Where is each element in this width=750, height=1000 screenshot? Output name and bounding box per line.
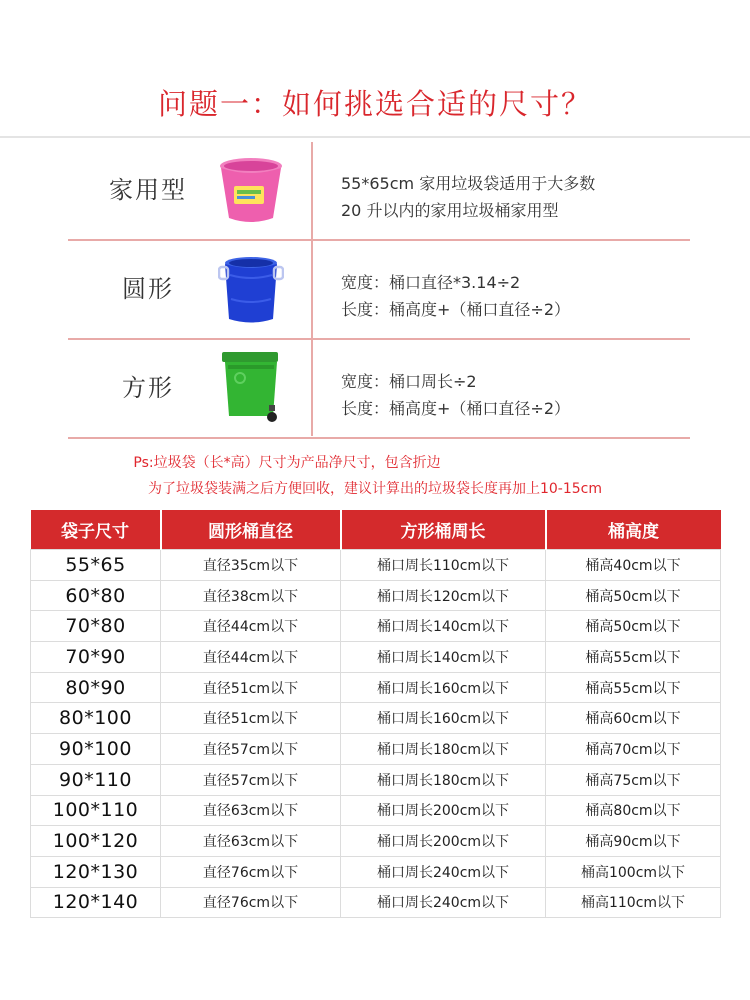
bucket-height-cell: 桶高110cm以下 [546, 887, 721, 918]
table-header-row [31, 510, 721, 550]
bucket-height-cell: 桶高60cm以下 [546, 703, 721, 734]
type-name: 方形 [122, 374, 174, 402]
round-diameter-cell: 直径57cm以下 [161, 764, 341, 795]
bag-size-cell: 120*130 [31, 856, 161, 887]
type-description: 55*65cm 家用垃圾袋适用于大多数 20 升以内的家用垃圾桶家用型 [341, 174, 596, 220]
bucket-height-cell: 桶高75cm以下 [546, 764, 721, 795]
type-name: 圆形 [122, 275, 174, 303]
type-row-household [68, 142, 690, 241]
round-diameter-cell: 直径51cm以下 [161, 672, 341, 703]
round-diameter-cell: 直径51cm以下 [161, 703, 341, 734]
table-row [31, 856, 721, 887]
square-perimeter-cell: 桶口周长140cm以下 [341, 611, 546, 642]
bag-size-cell: 70*90 [31, 642, 161, 673]
bucket-height-cell: 桶高70cm以下 [546, 734, 721, 765]
bag-size-cell: 100*120 [31, 826, 161, 857]
round-diameter-cell: 直径44cm以下 [161, 642, 341, 673]
round-diameter-cell: 直径44cm以下 [161, 611, 341, 642]
square-perimeter-cell: 桶口周长140cm以下 [341, 642, 546, 673]
bucket-height-cell: 桶高55cm以下 [546, 642, 721, 673]
type-description: 宽度：桶口直径*3.14÷2 长度：桶高度+（桶口直径÷2） [341, 273, 570, 319]
bag-size-cell: 100*110 [31, 795, 161, 826]
round-diameter-cell: 直径35cm以下 [161, 550, 341, 581]
title-divider [0, 136, 750, 138]
header-bucket-height: 桶高度 [546, 510, 721, 550]
pink-household-bucket-icon [218, 156, 284, 226]
bucket-types-section [68, 142, 690, 436]
square-perimeter-cell: 桶口周长120cm以下 [341, 580, 546, 611]
table-row [31, 795, 721, 826]
size-table [30, 510, 721, 918]
bag-size-cell: 120*140 [31, 887, 161, 918]
round-diameter-cell: 直径76cm以下 [161, 856, 341, 887]
table-row [31, 887, 721, 918]
round-diameter-cell: 直径63cm以下 [161, 795, 341, 826]
bag-size-cell: 55*65 [31, 550, 161, 581]
bag-size-cell: 80*100 [31, 703, 161, 734]
square-perimeter-cell: 桶口周长160cm以下 [341, 703, 546, 734]
square-perimeter-cell: 桶口周长160cm以下 [341, 672, 546, 703]
type-row-round [68, 241, 690, 340]
note-add-length: 为了垃圾袋装满之后方便回收，建议计算出的垃圾袋长度再加上10-15cm [147, 481, 602, 497]
bag-size-cell: 70*80 [31, 611, 161, 642]
type-description: 宽度：桶口周长÷2 长度：桶高度+（桶口直径÷2） [341, 372, 570, 418]
square-perimeter-cell: 桶口周长200cm以下 [341, 826, 546, 857]
square-perimeter-cell: 桶口周长240cm以下 [341, 856, 546, 887]
table-row [31, 764, 721, 795]
table-row [31, 826, 721, 857]
bag-size-cell: 90*100 [31, 734, 161, 765]
bag-size-cell: 90*110 [31, 764, 161, 795]
square-perimeter-cell: 桶口周长240cm以下 [341, 887, 546, 918]
bucket-height-cell: 桶高90cm以下 [546, 826, 721, 857]
table-row [31, 672, 721, 703]
blue-round-bucket-icon [218, 255, 284, 325]
note-product-size: Ps:垃圾袋（长*高）尺寸为产品净尺寸，包含折边 [133, 455, 441, 471]
header-round-diameter: 圆形桶直径 [161, 510, 341, 550]
bucket-height-cell: 桶高80cm以下 [546, 795, 721, 826]
table-row [31, 642, 721, 673]
table-row [31, 550, 721, 581]
table-row [31, 611, 721, 642]
bucket-height-cell: 桶高55cm以下 [546, 672, 721, 703]
page-title: 问题一：如何挑选合适的尺寸？ [157, 87, 592, 121]
bucket-height-cell: 桶高50cm以下 [546, 611, 721, 642]
header-bag-size: 袋子尺寸 [31, 510, 161, 550]
round-diameter-cell: 直径57cm以下 [161, 734, 341, 765]
square-perimeter-cell: 桶口周长110cm以下 [341, 550, 546, 581]
header-square-perimeter: 方形桶周长 [341, 510, 546, 550]
type-name: 家用型 [109, 176, 187, 204]
green-square-bin-icon [218, 350, 284, 424]
bag-size-cell: 60*80 [31, 580, 161, 611]
round-diameter-cell: 直径38cm以下 [161, 580, 341, 611]
table-row [31, 703, 721, 734]
type-row-square [68, 340, 690, 439]
square-perimeter-cell: 桶口周长200cm以下 [341, 795, 546, 826]
bucket-height-cell: 桶高40cm以下 [546, 550, 721, 581]
square-perimeter-cell: 桶口周长180cm以下 [341, 734, 546, 765]
table-body [31, 550, 721, 918]
table-row [31, 580, 721, 611]
table-row [31, 734, 721, 765]
bag-size-cell: 80*90 [31, 672, 161, 703]
round-diameter-cell: 直径63cm以下 [161, 826, 341, 857]
round-diameter-cell: 直径76cm以下 [161, 887, 341, 918]
bucket-height-cell: 桶高100cm以下 [546, 856, 721, 887]
square-perimeter-cell: 桶口周长180cm以下 [341, 764, 546, 795]
bucket-height-cell: 桶高50cm以下 [546, 580, 721, 611]
